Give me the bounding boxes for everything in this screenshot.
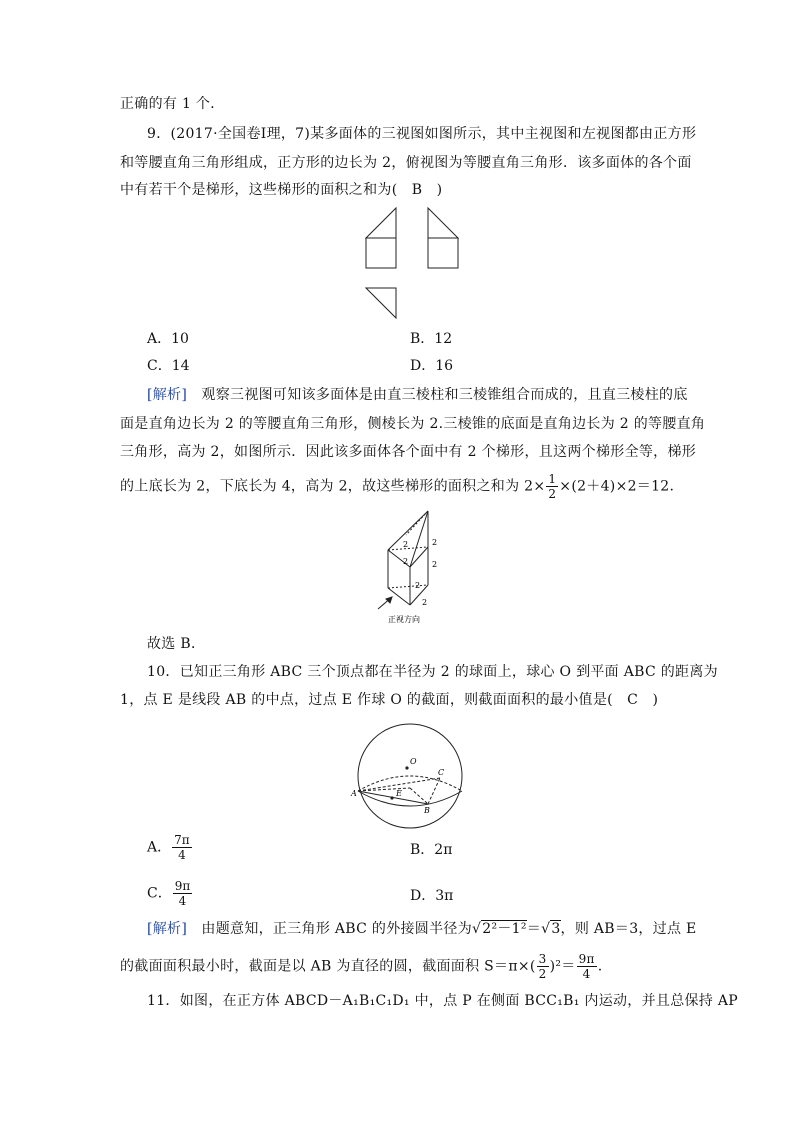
q10-solution-text-1b: ＝: [526, 921, 542, 937]
label-e: E: [396, 789, 402, 798]
q10-choice-b: B．2π: [410, 842, 453, 858]
q9-fraction: [546, 472, 558, 501]
q10-frac2-num: 9π: [578, 952, 595, 966]
q9-choice-b: B．12: [410, 331, 453, 347]
q10-jiexi-label: [解析]: [147, 921, 188, 937]
solid-figure: [370, 505, 450, 630]
q9-choice-a: A．10: [147, 331, 189, 347]
q9-solution-text-1: 观察三视图可知该多面体是由直三棱柱和三棱锥组合而成的，且直三棱柱的底: [187, 387, 688, 403]
q10-solution-text-2b: )²＝: [549, 958, 576, 975]
q10-frac2-den: 4: [582, 967, 591, 981]
q9-conclusion: 故选 B．: [147, 636, 206, 652]
q10-solution-text-1c: ，则 AB＝3，过点 E: [560, 921, 697, 937]
fig-caption: 正视方向: [388, 615, 420, 624]
fig-label-6: 2: [422, 598, 428, 607]
q10-solution-text-2a: 的截面面积最小时，截面是以 AB 为直径的圆，截面面积 S＝π×(: [120, 958, 536, 975]
q10-choice-d: D．3π: [410, 888, 454, 904]
center-o-dot: [405, 766, 408, 769]
fig-label-5: 2: [415, 581, 421, 590]
q9-solution-line-4: [120, 472, 674, 501]
sphere-outline: [358, 724, 462, 828]
q9-solution-text-4a: 的上底长为 2，下底长为 4，高为 2，故这些梯形的面积之和为 2×: [120, 478, 546, 495]
side-view-square: [428, 238, 458, 268]
q10-choice-c-label: C．: [147, 885, 172, 902]
q10-frac1-den: 2: [538, 967, 547, 981]
sphere-figure: [350, 716, 470, 836]
front-view-square: [366, 238, 396, 268]
q10-sqrt-1: 2²－1²: [482, 921, 527, 937]
q10-solution-text-1a: 由题意知，正三角形 ABC 的外接圆半径为: [187, 921, 472, 937]
q10-choice-c-frac: [173, 879, 193, 908]
q9-solution-line-2: 面是直角边长为 2 的等腰直角三角形，侧棱长为 2.三棱锥的底面是直角边长为 2 的等腰直角: [120, 416, 706, 432]
q10-c-den: 4: [178, 894, 187, 908]
q10-c-num: 9π: [174, 879, 191, 893]
top-view-triangle: [366, 288, 396, 318]
q10-a-den: 4: [178, 848, 186, 862]
q9-solution-text-4b: ×(2＋4)×2＝12.: [559, 478, 675, 495]
label-o: O: [410, 757, 417, 766]
q10-choice-a: [147, 833, 193, 862]
q9-line-2: 和等腰直角三角形组成，正方形的边长为 2，俯视图为等腰直角三角形．该多面体的各个面: [120, 155, 692, 171]
q10-choice-a-label: A．: [147, 839, 172, 856]
q11-line-1: 11．如图，在正方体 ABCD－A₁B₁C₁D₁ 中，点 P 在侧面 BCC₁B₁ 内运动，并且总保持 AP: [147, 993, 738, 1009]
fig-label-3: 2: [403, 557, 409, 566]
q9-solution-line-3: 三角形，高为 2，如图所示．因此该多面体各个面中有 2 个梯形，且这两个梯形全等，梯形: [120, 444, 697, 460]
q9-jiexi-label: [解析]: [147, 387, 188, 403]
q10-solution-line-2: [120, 952, 602, 981]
label-b: B: [424, 806, 430, 815]
q10-choice-a-frac: [172, 833, 192, 862]
q10-solution-line-1: [解析] 由题意知，正三角形 ABC 的外接圆半径为√2²－1²＝√3，则 AB＝3，过点 E: [147, 921, 697, 937]
label-a: A: [351, 789, 357, 798]
q10-line-2: 1，点 E 是线段 AB 的中点，过点 E 作球 O 的截面，则截面面积的最小值是( C ): [120, 692, 659, 708]
fig-label-4: 2: [432, 560, 438, 569]
q10-line-1: 10．已知正三角形 ABC 三个顶点都在半径为 2 的球面上，球心 O 到平面 ABC 的距离为: [147, 664, 718, 680]
front-view-triangle: [366, 208, 396, 238]
q10-solution-text-2c: .: [597, 958, 603, 975]
q10-frac-1: [537, 952, 549, 981]
fig-label-1: 2: [403, 540, 409, 549]
q10-frac1-num: 3: [538, 952, 547, 966]
edge-bc: [428, 778, 440, 804]
q9-line-3: 中有若干个是梯形，这些梯形的面积之和为( B ): [120, 182, 443, 198]
q10-frac-2: [577, 952, 597, 981]
fig-label-2: 2: [432, 538, 438, 547]
q9-solution-line-1: [147, 385, 688, 405]
label-c: C: [438, 768, 445, 777]
q10-a-num: 7π: [174, 833, 190, 847]
three-view-figure: [360, 205, 470, 320]
q10-choice-c: [147, 879, 193, 908]
q9-line-1: 9．(2017·全国卷Ⅰ理，7)某多面体的三视图如图所示，其中主视图和左视图都由正方形: [147, 126, 697, 142]
side-view-triangle: [428, 208, 458, 238]
point-e-dot: [390, 796, 393, 799]
q10-sqrt-2: 3: [551, 921, 561, 937]
q9-frac-num: 1: [548, 472, 557, 486]
q9-choice-d: D．16: [410, 358, 454, 374]
q9-choice-c: C．14: [147, 358, 190, 374]
intro-line: 正确的有 1 个．: [120, 96, 225, 112]
section-ellipse-front: [358, 791, 462, 806]
q9-frac-den: 2: [548, 487, 557, 501]
